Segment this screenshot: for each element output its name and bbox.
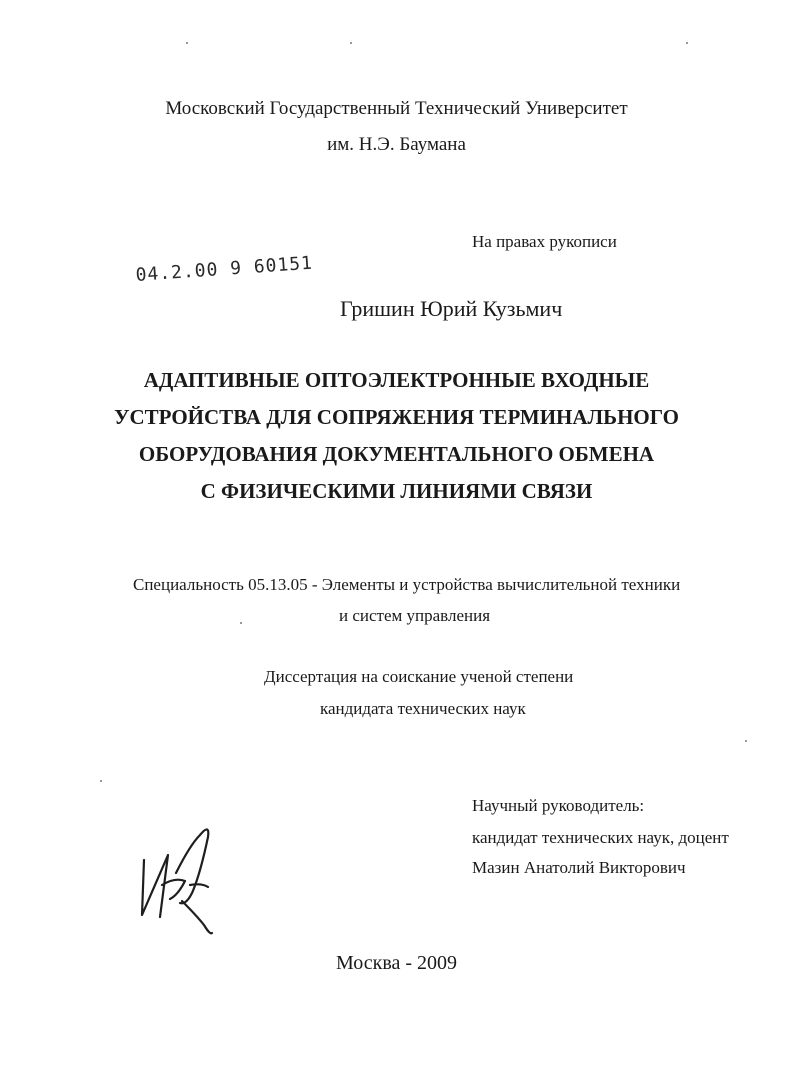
manuscript-rights-note: На правах рукописи [472,232,617,251]
title-line: АДАПТИВНЫЕ ОПТОЭЛЕКТРОННЫЕ ВХОДНЫЕ [143,368,650,392]
university-name: Московский Государственный Технический Университет [165,98,628,119]
dissertation-degree-line: Диссертация на соискание ученой степени [264,667,574,686]
scan-speck [745,740,747,742]
library-stamp-number: 04.2.00 9 60151 [135,252,314,286]
title-line: ОБОРУДОВАНИЯ ДОКУМЕНТАЛЬНОГО ОБМЕНА [138,442,655,466]
handwritten-signature [130,815,230,945]
specialty-line: Специальность 05.13.05 - Элементы и устройства вычислительной техники [133,575,681,594]
city-and-year: Москва - 2009 [335,952,458,974]
university-honorific: им. Н.Э. Баумана [327,134,466,155]
scan-speck [240,622,242,624]
dissertation-degree-line: кандидата технических наук [320,699,526,718]
scan-speck [186,42,188,44]
scan-speck [100,780,102,782]
specialty-line: и систем управления [339,606,491,625]
scan-speck [350,42,352,44]
scan-speck [686,42,688,44]
title-line: С ФИЗИЧЕСКИМИ ЛИНИЯМИ СВЯЗИ [200,479,593,503]
supervisor-degree: кандидат технических наук, доцент [472,828,729,847]
title-line: УСТРОЙСТВА ДЛЯ СОПРЯЖЕНИЯ ТЕРМИНАЛЬНОГО [114,405,679,429]
supervisor-label: Научный руководитель: [472,796,645,815]
dissertation-title [0,362,793,510]
supervisor-name: Мазин Анатолий Викторович [472,858,686,877]
author-name: Гришин Юрий Кузьмич [340,296,563,321]
